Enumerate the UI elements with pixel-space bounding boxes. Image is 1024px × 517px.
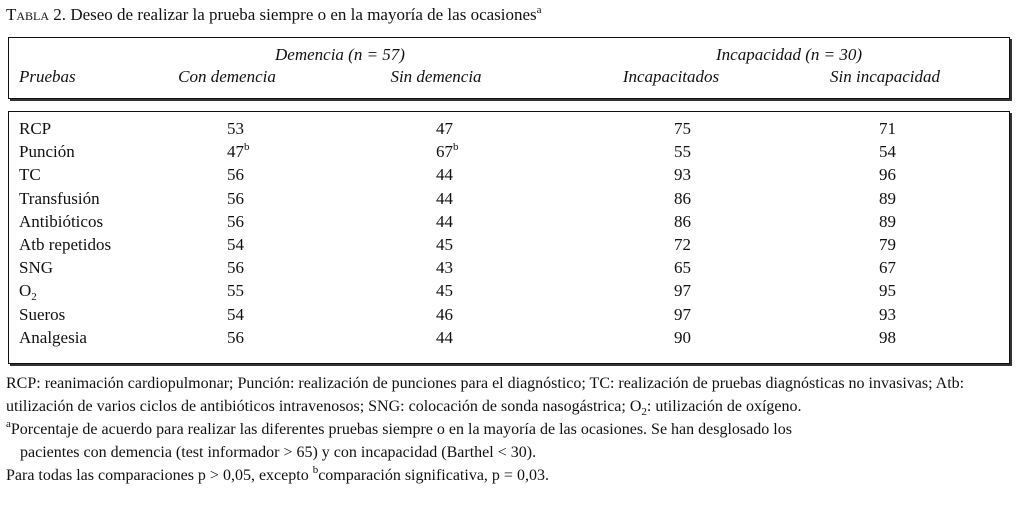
cell-value: 47 [227,142,244,162]
abbrev-text-end: : utilización de oxígeno. [646,398,802,415]
table-cell [879,258,896,278]
cell-value: 90 [674,327,691,347]
cell-value: 54 [227,235,244,254]
cell-value: 54 [879,142,896,162]
cell-value: 98 [879,327,896,347]
table-cell [227,305,244,325]
cell-value: 56 [227,165,244,185]
table-cell [674,189,691,209]
table-cell [227,212,244,232]
cell-value: 86 [674,188,691,208]
row-label [19,328,87,348]
table-cell [227,165,244,185]
table-cell [879,142,896,162]
cell-value: 45 [436,281,453,301]
row-label-text: SNG [19,258,54,278]
table-cell [879,189,896,209]
row-label-text: Antibióticos [19,211,104,231]
cell-value: 97 [674,281,691,301]
table-cell [674,235,691,255]
group-header-incapacidad: Incapacidad (n = 30) [715,45,863,64]
table-cell [674,305,691,325]
cell-value: 71 [879,119,896,138]
abbrev-subscript: 2 [641,406,647,418]
cell-value: 97 [674,304,691,324]
cell-value: 96 [879,165,896,185]
table-cell [436,142,459,162]
cell-value: 75 [674,119,691,138]
footnote-a [6,418,1018,441]
cell-value: 93 [879,304,896,324]
row-label-text: O [19,281,32,301]
table-cell [227,258,244,278]
table-cell [436,258,453,278]
cell-value: 93 [674,165,691,185]
footnote-comparisons [6,464,1018,487]
table-cell [674,142,691,162]
cell-value: 44 [436,188,453,208]
cell-value: 55 [674,142,691,162]
table-cell [436,189,453,209]
cell-value: 65 [674,258,691,278]
table-cell [227,281,244,301]
row-label-text: Punción [19,142,75,162]
cell-value: 67 [436,142,453,162]
cell-footnote-mark: b [244,141,250,154]
table-cell [674,212,691,232]
row-label [19,189,100,209]
cell-value: 44 [436,327,453,347]
row-label-text: Analgesia [19,327,87,347]
column-header-pruebas: Pruebas [19,67,76,86]
table-cell [436,235,453,255]
cell-value: 86 [674,211,691,231]
table-cell [227,119,244,139]
cell-value: 56 [227,258,244,278]
table-cell [674,328,691,348]
table-cell [227,235,244,255]
table-cell [436,328,453,348]
row-label [19,119,51,139]
column-header-sin-incapacidad: Sin incapacidad [829,67,941,86]
table-cell [227,189,244,209]
table-cell [436,281,453,301]
footnote-c-text: Para todas las comparaciones p > 0,05, excepto [6,467,313,484]
table-cell [879,212,896,232]
table-cell [879,305,896,325]
table-cell [436,305,453,325]
row-label [19,212,103,232]
footnote-b-mark: b [312,464,319,476]
cell-value: 79 [879,235,896,254]
row-label-text: Transfusión [19,188,100,208]
footnote-c-text-end: comparación significativa, p = 0,03. [318,467,549,484]
footnote-a-continued: pacientes con demencia (test informador > 65) y con incapacidad (Barthel < 30). [20,444,537,461]
footnote-a-text: Porcentaje de acuerdo para realizar las diferentes pruebas siempre o en la mayoría de las ocasiones. Se han desglosado los [10,421,792,438]
row-label [19,235,111,255]
table-cell [227,328,244,348]
table-header [8,37,1010,99]
table-cell [879,165,896,185]
abbrev-text: RCP: reanimación cardiopulmonar; Punción: realización de punciones para el diagnóstico; TC: realización de pruebas diagnósticas no invasivas; Atb: utilización de varios ciclos de antibióticos intravenosos; SNG: colocación de sonda nasogástrica; O [6,375,965,415]
cell-value: 43 [436,258,453,278]
cell-value: 45 [436,235,453,254]
row-label-text: RCP [19,119,52,138]
row-label-text: Atb repetidos [19,235,112,254]
row-label [19,281,37,304]
row-label [19,305,65,325]
cell-value: 44 [436,165,453,185]
footnote-abbreviations [6,372,1018,418]
cell-value: 89 [879,211,896,231]
row-label [19,258,53,278]
row-label [19,165,41,185]
cell-value: 44 [436,211,453,231]
table-body [8,111,1010,364]
cell-value: 95 [879,281,896,301]
table-cell [674,165,691,185]
table-cell [879,328,896,348]
table-cell [674,281,691,301]
table-cell [879,119,896,139]
table-cell [674,119,691,139]
row-label-subscript: 2 [31,291,37,304]
table-cell [879,281,896,301]
row-label-text: TC [19,165,41,185]
group-header-demencia: Demencia (n = 57) [275,45,405,64]
table-cell [436,119,453,139]
cell-value: 46 [436,304,453,324]
cell-value: 55 [227,281,244,301]
table-cell [227,142,250,162]
cell-value: 53 [227,119,244,138]
cell-value: 89 [879,188,896,208]
cell-footnote-mark: b [453,141,459,154]
cell-value: 56 [227,327,244,347]
cell-value: 67 [879,258,896,278]
column-header-incapacitados: Incapacitados [622,67,720,86]
column-header-con-demencia: Con demencia [178,67,276,86]
table-cell [879,235,896,255]
footnote-a-mark: a [6,418,11,430]
cell-value: 54 [227,304,244,324]
table-footnotes [6,372,1018,487]
table-title: Deseo de realizar la prueba siempre o en la mayoría de las ocasiones [66,5,537,24]
table-cell [436,212,453,232]
table-cell [674,258,691,278]
table-label: Tabla 2. [6,5,67,24]
table-caption [6,5,542,25]
caption-footnote-mark: a [536,4,542,16]
column-header-sin-demencia: Sin demencia [390,67,482,86]
cell-value: 56 [227,188,244,208]
row-label [19,142,75,162]
cell-value: 47 [436,119,453,138]
table-cell [436,165,453,185]
row-label-text: Sueros [19,304,66,324]
cell-value: 72 [674,235,691,254]
cell-value: 56 [227,211,244,231]
